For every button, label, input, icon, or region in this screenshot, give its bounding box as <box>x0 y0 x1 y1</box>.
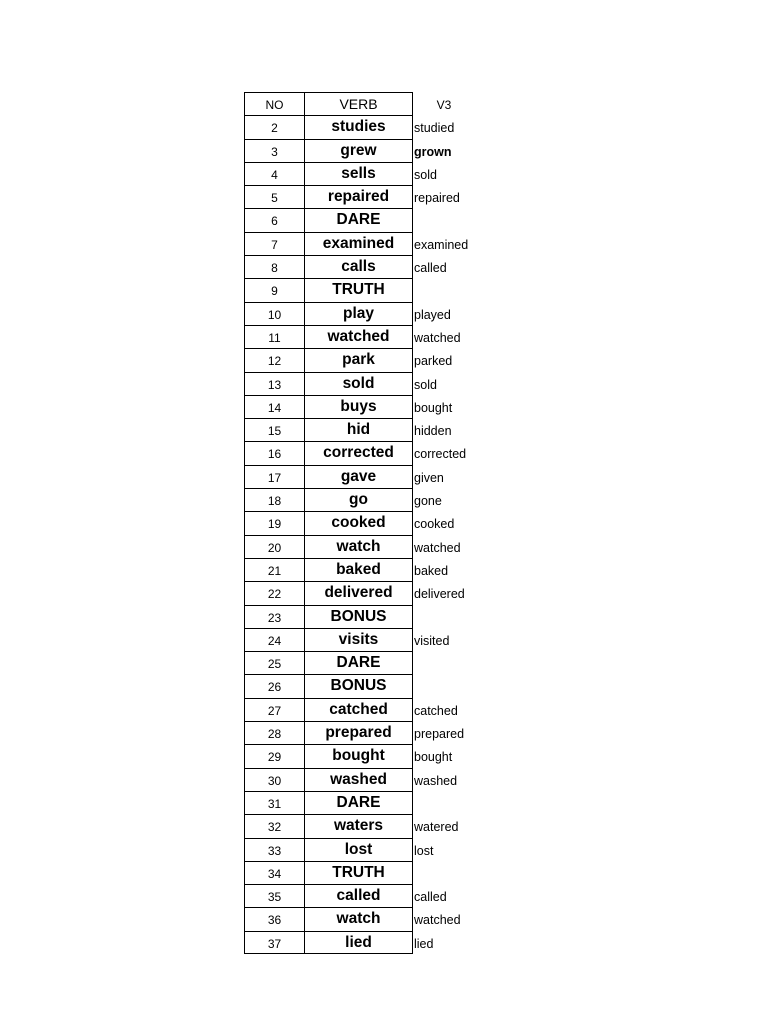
v3-cell: prepared <box>414 727 465 742</box>
v3-cell: grown <box>414 144 452 159</box>
verb-cell: washed <box>305 768 413 791</box>
v3-cell <box>414 208 494 231</box>
row-number: 9 <box>244 278 305 301</box>
verb-cell: waters <box>305 814 413 837</box>
verb-cell: TRUTH <box>305 278 413 301</box>
row-number: 6 <box>244 208 305 231</box>
v3-cell: cooked <box>414 517 455 532</box>
verb-cell: gave <box>305 465 413 488</box>
verb-cell: lied <box>305 931 413 954</box>
v3-cell: washed <box>414 773 458 788</box>
v3-cell: parked <box>414 354 453 369</box>
v3-cell: delivered <box>414 587 465 602</box>
verb-cell: DARE <box>305 208 413 231</box>
v3-cell: called <box>414 890 447 905</box>
v3-cell: repaired <box>414 191 460 206</box>
verb-cell: delivered <box>305 581 413 604</box>
v3-cell: visited <box>414 633 450 648</box>
v3-cell <box>414 651 494 674</box>
v3-cell <box>414 605 494 628</box>
v3-cell: studied <box>414 121 455 136</box>
row-number: 34 <box>244 861 305 884</box>
verb-cell: repaired <box>305 185 413 208</box>
v3-cell: bought <box>414 400 453 415</box>
v3-cell: lied <box>414 936 434 951</box>
verb-cell: DARE <box>305 791 413 814</box>
row-number: 2 <box>244 115 305 138</box>
v3-cell: examined <box>414 237 469 252</box>
v3-cell: watched <box>414 330 461 345</box>
row-number: 3 <box>244 139 305 162</box>
v3-cell: bought <box>414 750 453 765</box>
row-number: 8 <box>244 255 305 278</box>
v3-cell: played <box>414 307 451 322</box>
verb-cell: examined <box>305 232 413 255</box>
v3-cell: gone <box>414 494 442 509</box>
verb-cell: calls <box>305 255 413 278</box>
row-number: 16 <box>244 441 305 464</box>
v3-cell: sold <box>414 377 437 392</box>
v3-cell: sold <box>414 167 437 182</box>
verb-cell: TRUTH <box>305 861 413 884</box>
v3-cell <box>414 861 494 884</box>
row-number: 31 <box>244 791 305 814</box>
row-number: 4 <box>244 162 305 185</box>
row-number: 19 <box>244 511 305 534</box>
verb-cell: visits <box>305 628 413 651</box>
v3-cell: corrected <box>414 447 467 462</box>
verb-cell: corrected <box>305 441 413 464</box>
row-number: 7 <box>244 232 305 255</box>
row-number: 22 <box>244 581 305 604</box>
verb-cell: lost <box>305 838 413 861</box>
verb-cell: baked <box>305 558 413 581</box>
row-number: 12 <box>244 348 305 371</box>
verb-cell: go <box>305 488 413 511</box>
verb-cell: BONUS <box>305 605 413 628</box>
v3-cell: catched <box>414 703 458 718</box>
row-number: 27 <box>244 698 305 721</box>
v3-cell <box>414 674 494 697</box>
row-number: 15 <box>244 418 305 441</box>
row-number: 18 <box>244 488 305 511</box>
verb-cell: watch <box>305 535 413 558</box>
header-no: NO <box>244 92 305 115</box>
verb-cell: park <box>305 348 413 371</box>
row-number: 5 <box>244 185 305 208</box>
row-number: 21 <box>244 558 305 581</box>
v3-cell: called <box>414 261 447 276</box>
verb-cell: watch <box>305 907 413 930</box>
header-v3: V3 <box>436 98 452 112</box>
v3-cell: lost <box>414 843 434 858</box>
verb-cell: bought <box>305 744 413 767</box>
verb-cell: sold <box>305 372 413 395</box>
row-number: 13 <box>244 372 305 395</box>
verb-cell: prepared <box>305 721 413 744</box>
row-number: 37 <box>244 931 305 954</box>
v3-cell: baked <box>414 563 449 578</box>
verb-cell: grew <box>305 139 413 162</box>
v3-cell: watched <box>414 540 461 555</box>
row-number: 32 <box>244 814 305 837</box>
v3-cell: given <box>414 470 444 485</box>
verb-cell: hid <box>305 418 413 441</box>
v3-cell: hidden <box>414 424 452 439</box>
row-number: 23 <box>244 605 305 628</box>
row-number: 20 <box>244 535 305 558</box>
verb-cell: called <box>305 884 413 907</box>
row-number: 28 <box>244 721 305 744</box>
row-number: 24 <box>244 628 305 651</box>
row-number: 25 <box>244 651 305 674</box>
verb-cell: play <box>305 302 413 325</box>
row-number: 29 <box>244 744 305 767</box>
verb-cell: BONUS <box>305 674 413 697</box>
verb-cell: catched <box>305 698 413 721</box>
row-number: 10 <box>244 302 305 325</box>
row-number: 14 <box>244 395 305 418</box>
v3-cell <box>414 278 494 301</box>
row-number: 33 <box>244 838 305 861</box>
v3-cell: watched <box>414 913 461 928</box>
v3-cell: watered <box>414 820 459 835</box>
verb-cell: watched <box>305 325 413 348</box>
row-number: 36 <box>244 907 305 930</box>
header-verb: VERB <box>305 92 413 115</box>
row-number: 26 <box>244 674 305 697</box>
row-number: 17 <box>244 465 305 488</box>
verb-cell: studies <box>305 115 413 138</box>
verb-cell: sells <box>305 162 413 185</box>
row-number: 35 <box>244 884 305 907</box>
verb-cell: cooked <box>305 511 413 534</box>
row-number: 11 <box>244 325 305 348</box>
verb-cell: DARE <box>305 651 413 674</box>
v3-cell <box>414 791 494 814</box>
verb-cell: buys <box>305 395 413 418</box>
row-number: 30 <box>244 768 305 791</box>
